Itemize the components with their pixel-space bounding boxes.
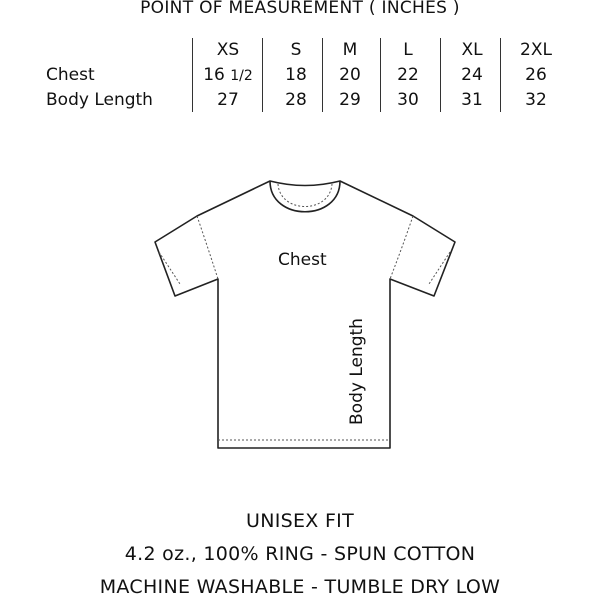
- chest-value-l: 22: [397, 65, 419, 85]
- chest-value-s: 18: [285, 65, 307, 85]
- size-header-xs: XS: [216, 40, 240, 60]
- body-length-value-s: 28: [285, 90, 307, 110]
- chest-label: Chest: [278, 250, 327, 270]
- chest-value-xs-whole: 16: [203, 65, 225, 85]
- column-divider: [440, 38, 441, 112]
- size-header-2xl: 2XL: [520, 40, 552, 60]
- body-length-value-m: 29: [339, 90, 361, 110]
- column-divider: [192, 38, 193, 112]
- size-header-l: L: [403, 40, 413, 60]
- body-length-value-l: 30: [397, 90, 419, 110]
- body-length-value-2xl: 32: [525, 90, 547, 110]
- fabric-description: 4.2 oz., 100% RING - SPUN COTTON: [124, 543, 476, 565]
- size-header-m: M: [342, 40, 358, 60]
- row-label-body-length: Body Length: [46, 90, 153, 110]
- fit-description: UNISEX FIT: [246, 510, 354, 532]
- row-label-chest: Chest: [46, 65, 95, 85]
- chest-value-xs-fraction: 1/2: [230, 68, 253, 84]
- chest-value-m: 20: [339, 65, 361, 85]
- size-header-s: S: [290, 40, 302, 60]
- care-instructions: MACHINE WASHABLE - TUMBLE DRY LOW: [99, 576, 501, 598]
- chest-value-2xl: 26: [525, 65, 547, 85]
- size-chart-table: [0, 38, 600, 116]
- body-length-label: Body Length: [347, 318, 367, 425]
- body-length-value-xs: 27: [217, 90, 239, 110]
- tshirt-outline-icon: [150, 178, 460, 450]
- column-divider: [262, 38, 263, 112]
- body-length-value-xl: 31: [461, 90, 483, 110]
- chest-value-xs: [198, 65, 258, 85]
- chest-value-xl: 24: [461, 65, 483, 85]
- tshirt-diagram: [150, 178, 460, 450]
- page-title: POINT OF MEASUREMENT ( INCHES ): [140, 0, 460, 18]
- size-header-xl: XL: [461, 40, 483, 60]
